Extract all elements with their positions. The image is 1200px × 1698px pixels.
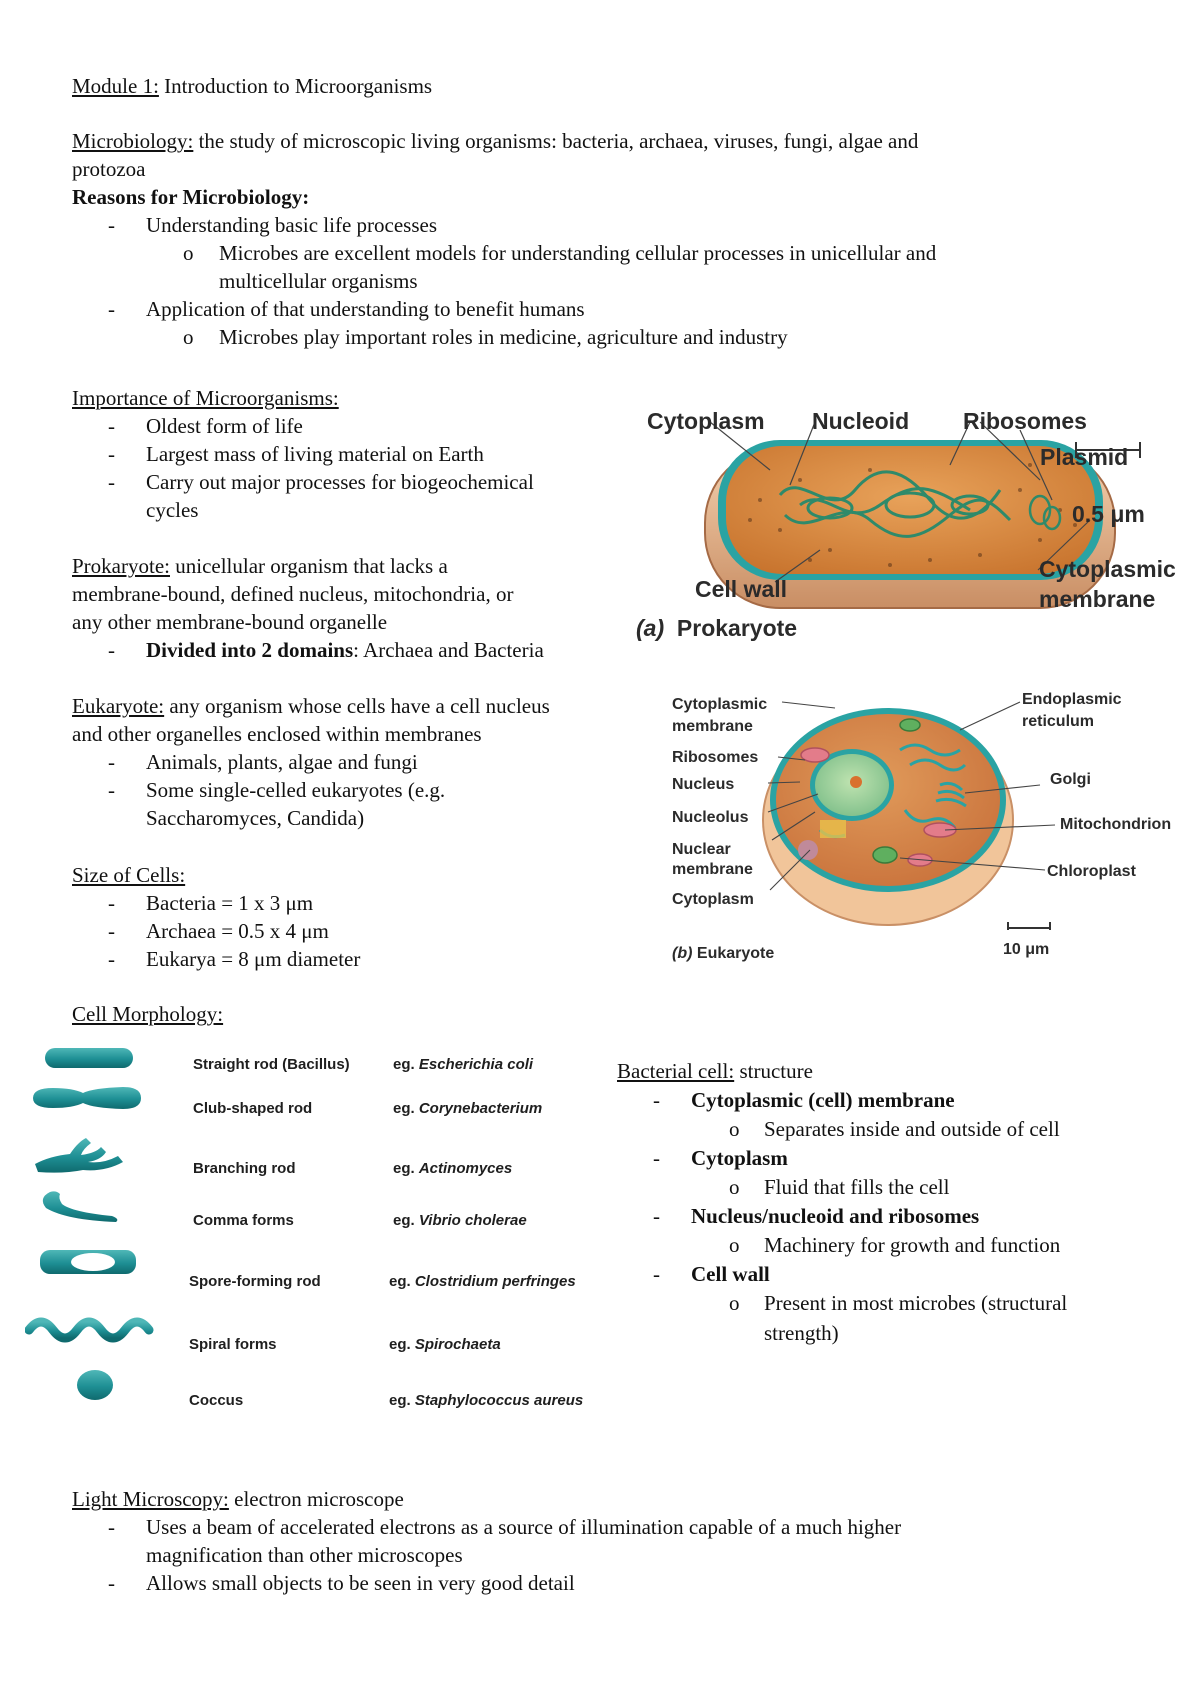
bacterial-item3: Nucleus/nucleoid and ribosomes bbox=[691, 1204, 980, 1228]
prokaryote-caption-text: Prokaryote bbox=[676, 615, 798, 641]
prokaryote-def-line3: any other membrane-bound organelle bbox=[72, 610, 388, 634]
eukaryote-label-nucleus: Nucleus bbox=[672, 776, 735, 793]
eukaryote-leader-lines bbox=[760, 690, 1190, 930]
bullet-dash: - bbox=[653, 1088, 660, 1112]
bullet-dash: - bbox=[108, 1571, 115, 1595]
reasons-item1: Understanding basic life processes bbox=[146, 213, 437, 237]
coccus-icon bbox=[77, 1370, 113, 1400]
branching-rod-icon bbox=[35, 1138, 123, 1173]
morph-example-spore-rod: eg. Clostridium perfringes bbox=[389, 1273, 576, 1290]
eukaryote-label-cyto-membrane-2: membrane bbox=[672, 718, 753, 735]
eukaryote-label-chloroplast: Chloroplast bbox=[1047, 863, 1136, 880]
morphology-shapes bbox=[25, 1040, 160, 1420]
bullet-circle: o bbox=[183, 325, 194, 349]
straight-rod-icon bbox=[45, 1048, 133, 1068]
light-microscopy-term: Light Microscopy: bbox=[72, 1487, 229, 1511]
morph-example-coccus: eg. Staphylococcus aureus bbox=[389, 1392, 584, 1409]
morph-example-spiral: eg. Spirochaeta bbox=[389, 1336, 501, 1353]
bullet-dash: - bbox=[108, 891, 115, 915]
eukaryote-caption-letter: (b) bbox=[672, 945, 693, 962]
light-microscopy-item1-line2: magnification than other microscopes bbox=[146, 1543, 463, 1567]
prokaryote-label-cyto-membrane-1: Cytoplasmic bbox=[1039, 556, 1176, 582]
prokaryote-caption bbox=[636, 615, 797, 642]
bacterial-item2: Cytoplasm bbox=[691, 1146, 788, 1170]
eukaryote-label-nuclear-membrane-2: membrane bbox=[672, 861, 753, 878]
eukaryote-definition bbox=[72, 693, 550, 720]
bullet-dash: - bbox=[653, 1262, 660, 1286]
light-microscopy-heading bbox=[72, 1486, 404, 1513]
eukaryote-item2-line2: Saccharomyces, Candida) bbox=[146, 806, 365, 830]
prokaryote-domains-bold: Divided into 2 domains bbox=[146, 638, 354, 662]
morph-label-spore-rod: Spore-forming rod bbox=[189, 1273, 321, 1290]
bacterial-item1-sub: Separates inside and outside of cell bbox=[764, 1117, 1060, 1141]
prokaryote-domains bbox=[146, 637, 544, 664]
light-microscopy-rest: electron microscope bbox=[228, 1487, 404, 1511]
prokaryote-scale-label: 0.5 μm bbox=[1072, 501, 1145, 527]
bacterial-cell-rest: structure bbox=[734, 1059, 813, 1083]
morph-label-coccus: Coccus bbox=[189, 1392, 244, 1409]
bacterial-item4-sub-line2: strength) bbox=[764, 1321, 839, 1345]
bullet-dash: - bbox=[653, 1146, 660, 1170]
morph-example-comma: eg. Vibrio cholerae bbox=[393, 1212, 527, 1229]
bacterial-cell-heading bbox=[617, 1058, 813, 1085]
reasons-item2-sub: Microbes play important roles in medicine, agriculture and industry bbox=[219, 325, 788, 349]
club-rod-icon bbox=[33, 1087, 141, 1109]
eukaryote-label-cyto-membrane-1: Cytoplasmic bbox=[672, 696, 768, 713]
prokaryote-caption-letter: (a) bbox=[636, 615, 665, 641]
morph-label-club-rod: Club-shaped rod bbox=[193, 1100, 313, 1117]
morph-example-branching-rod: eg. Actinomyces bbox=[393, 1160, 513, 1177]
bullet-circle: o bbox=[729, 1233, 740, 1257]
prokaryote-def-line1: unicellular organism that lacks a bbox=[169, 554, 448, 578]
bullet-dash: - bbox=[108, 470, 115, 494]
bacterial-item2-sub: Fluid that fills the cell bbox=[764, 1175, 950, 1199]
bullet-circle: o bbox=[183, 241, 194, 265]
bacterial-item1: Cytoplasmic (cell) membrane bbox=[691, 1088, 955, 1112]
microbiology-def-line1: the study of microscopic living organisms: bacteria, archaea, viruses, fungi, algae and bbox=[193, 129, 919, 153]
bullet-dash: - bbox=[108, 919, 115, 943]
importance-item2: Largest mass of living material on Earth bbox=[146, 442, 484, 466]
importance-item3-line1: Carry out major processes for biogeochemical bbox=[146, 470, 534, 494]
prokaryote-label-cell-wall: Cell wall bbox=[695, 576, 788, 602]
bullet-dash: - bbox=[108, 947, 115, 971]
prokaryote-definition bbox=[72, 553, 448, 580]
eukaryote-label-er-2: reticulum bbox=[1022, 713, 1095, 730]
eukaryote-label-ribosomes: Ribosomes bbox=[672, 749, 759, 766]
prokaryote-term: Prokaryote: bbox=[72, 554, 170, 578]
prokaryote-domains-rest: : Archaea and Bacteria bbox=[353, 638, 544, 662]
size-item3: Eukarya = 8 μm diameter bbox=[146, 947, 361, 971]
eukaryote-label-mitochondrion: Mitochondrion bbox=[1060, 816, 1172, 833]
microbiology-definition bbox=[72, 128, 918, 155]
bacterial-item3-sub: Machinery for growth and function bbox=[764, 1233, 1061, 1257]
eukaryote-def-line1: any organism whose cells have a cell nucleus bbox=[164, 694, 550, 718]
bacterial-cell-term: Bacterial cell: bbox=[617, 1059, 735, 1083]
eukaryote-label-golgi: Golgi bbox=[1050, 771, 1091, 788]
eukaryote-caption-text: Eukaryote bbox=[696, 945, 775, 962]
eukaryote-label-nucleolus: Nucleolus bbox=[672, 809, 749, 826]
bullet-dash: - bbox=[108, 414, 115, 438]
prokaryote-label-ribosomes: Ribosomes bbox=[963, 408, 1087, 434]
morph-example-straight-rod: eg. Escherichia coli bbox=[393, 1056, 534, 1073]
reasons-item2: Application of that understanding to benefit humans bbox=[146, 297, 585, 321]
size-item1: Bacteria = 1 x 3 μm bbox=[146, 891, 314, 915]
eukaryote-label-er-1: Endoplasmic bbox=[1022, 691, 1122, 708]
bullet-circle: o bbox=[729, 1117, 740, 1141]
bullet-circle: o bbox=[729, 1291, 740, 1315]
morph-label-branching-rod: Branching rod bbox=[193, 1160, 296, 1177]
reasons-item1-sub-line2: multicellular organisms bbox=[219, 269, 418, 293]
prokaryote-label-cyto-membrane-2: membrane bbox=[1039, 586, 1156, 612]
eukaryote-scale-label: 10 μm bbox=[1003, 941, 1050, 958]
bacterial-item4: Cell wall bbox=[691, 1262, 770, 1286]
comma-icon bbox=[43, 1191, 118, 1222]
morphology-heading: Cell Morphology: bbox=[72, 1002, 224, 1026]
microbiology-term: Microbiology: bbox=[72, 129, 194, 153]
importance-item1: Oldest form of life bbox=[146, 414, 303, 438]
eukaryote-label-cytoplasm: Cytoplasm bbox=[672, 891, 754, 908]
bullet-dash: - bbox=[108, 778, 115, 802]
reasons-heading: Reasons for Microbiology: bbox=[72, 185, 310, 209]
morph-label-straight-rod: Straight rod (Bacillus) bbox=[193, 1056, 350, 1073]
bullet-circle: o bbox=[729, 1175, 740, 1199]
eukaryote-def-line2: and other organelles enclosed within membranes bbox=[72, 722, 482, 746]
eukaryote-label-nuclear-membrane-1: Nuclear bbox=[672, 841, 731, 858]
spore-icon bbox=[71, 1253, 115, 1271]
morph-example-club-rod: eg. Corynebacterium bbox=[393, 1100, 543, 1117]
bullet-dash: - bbox=[108, 1515, 115, 1539]
eukaryote-caption bbox=[672, 944, 774, 963]
size-heading: Size of Cells: bbox=[72, 863, 186, 887]
eukaryote-item2-line1: Some single-celled eukaryotes (e.g. bbox=[146, 778, 446, 802]
bullet-dash: - bbox=[108, 213, 115, 237]
eukaryote-term: Eukaryote: bbox=[72, 694, 165, 718]
bullet-dash: - bbox=[108, 750, 115, 774]
bullet-dash: - bbox=[108, 638, 115, 662]
prokaryote-label-nucleoid: Nucleoid bbox=[812, 408, 910, 434]
size-item2: Archaea = 0.5 x 4 μm bbox=[146, 919, 329, 943]
eukaryote-scale-bar bbox=[1008, 922, 1050, 930]
prokaryote-label-cytoplasm: Cytoplasm bbox=[647, 408, 765, 434]
light-microscopy-item2: Allows small objects to be seen in very good detail bbox=[146, 1571, 575, 1595]
reasons-item1-sub-line1: Microbes are excellent models for understanding cellular processes in unicellular and bbox=[219, 241, 937, 265]
importance-item3-line2: cycles bbox=[146, 498, 199, 522]
importance-heading: Importance of Microorganisms: bbox=[72, 386, 339, 410]
light-microscopy-item1-line1: Uses a beam of accelerated electrons as a source of illumination capable of a much higher bbox=[146, 1515, 902, 1539]
module-title: Introduction to Microorganisms bbox=[158, 74, 433, 98]
spiral-icon bbox=[29, 1322, 149, 1338]
module-heading bbox=[72, 73, 432, 100]
microbiology-def-line2: protozoa bbox=[72, 157, 146, 181]
morph-label-comma: Comma forms bbox=[193, 1212, 294, 1229]
eukaryote-item1: Animals, plants, algae and fungi bbox=[146, 750, 418, 774]
prokaryote-def-line2: membrane-bound, defined nucleus, mitochondria, or bbox=[72, 582, 514, 606]
morph-label-spiral: Spiral forms bbox=[189, 1336, 277, 1353]
module-label: Module 1: bbox=[72, 74, 159, 98]
bacterial-item4-sub-line1: Present in most microbes (structural bbox=[764, 1291, 1068, 1315]
bullet-dash: - bbox=[653, 1204, 660, 1228]
bullet-dash: - bbox=[108, 297, 115, 321]
prokaryote-label-plasmid: Plasmid bbox=[1040, 444, 1129, 470]
bullet-dash: - bbox=[108, 442, 115, 466]
